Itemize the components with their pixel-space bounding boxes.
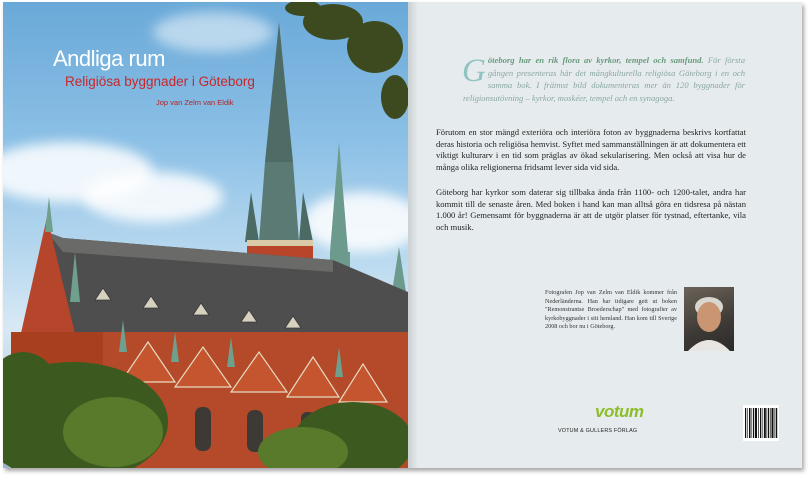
author-photo (684, 287, 734, 351)
lead-highlight: öteborg har en rik flora av kyrkor, tempel och samfund. (487, 55, 704, 65)
front-cover (3, 2, 408, 468)
drop-cap: G (462, 53, 486, 89)
barcode (743, 405, 779, 441)
book-spread (3, 2, 802, 468)
spine-shadow (408, 2, 418, 468)
book-title: Andliga rum (53, 46, 165, 71)
back-cover (408, 2, 802, 468)
logo-wordmark: votum (595, 402, 644, 421)
publisher-name: VOTUM & GULLERS FÖRLAG (558, 428, 638, 434)
author-bio: Fotografen Jop van Zelm van Eldik kommer från Nederländerna. Han har tidigare gett ut boken "Remonstrantse Broederschap" med fotografier av kyrkobyggnader i sitt hemland. Han kom till Sverige 2008 och bor nu i Göteborg. (545, 289, 677, 331)
lead-paragraph (463, 54, 745, 105)
publisher-logo (558, 402, 644, 442)
book-author: Jop van Zelm van Eldik (156, 98, 234, 107)
body-paragraph-1: Förutom en stor mängd exteriöra och interiöra foton av byggnaderna beskrivs kortfattat deras historia och religiösa hemvist. Syftet med sammanställningen är att dokumentera ett viktigt kulturarv i en tid som präglas av ökad sekularisering. Men också att visa hur de många olika religionerna fridsamt lever sida vid sida. (436, 127, 746, 172)
book-subtitle: Religiösa byggnader i Göteborg (65, 74, 255, 89)
body-paragraph-2: Göteborg har kyrkor som daterar sig tillbaka ända från 1100- och 1200-talet, andra har kommit till de senaste åren. Med boken i hand kan man alltså göra en tidsresa på nästan 1.000 år! Gemensamt för byggnaderna är att de utgör platser för tystnad, eftertanke, vila och musik. (436, 187, 746, 232)
lead-text: För första gången presenteras här det mångkulturella religiösa Göteborg i en och samma bok. I frätmst bild dokumenteras mer än 120 byggnader för religionsutövning – kyrkor, moskéer, tempel och en synagoga. (463, 55, 745, 104)
